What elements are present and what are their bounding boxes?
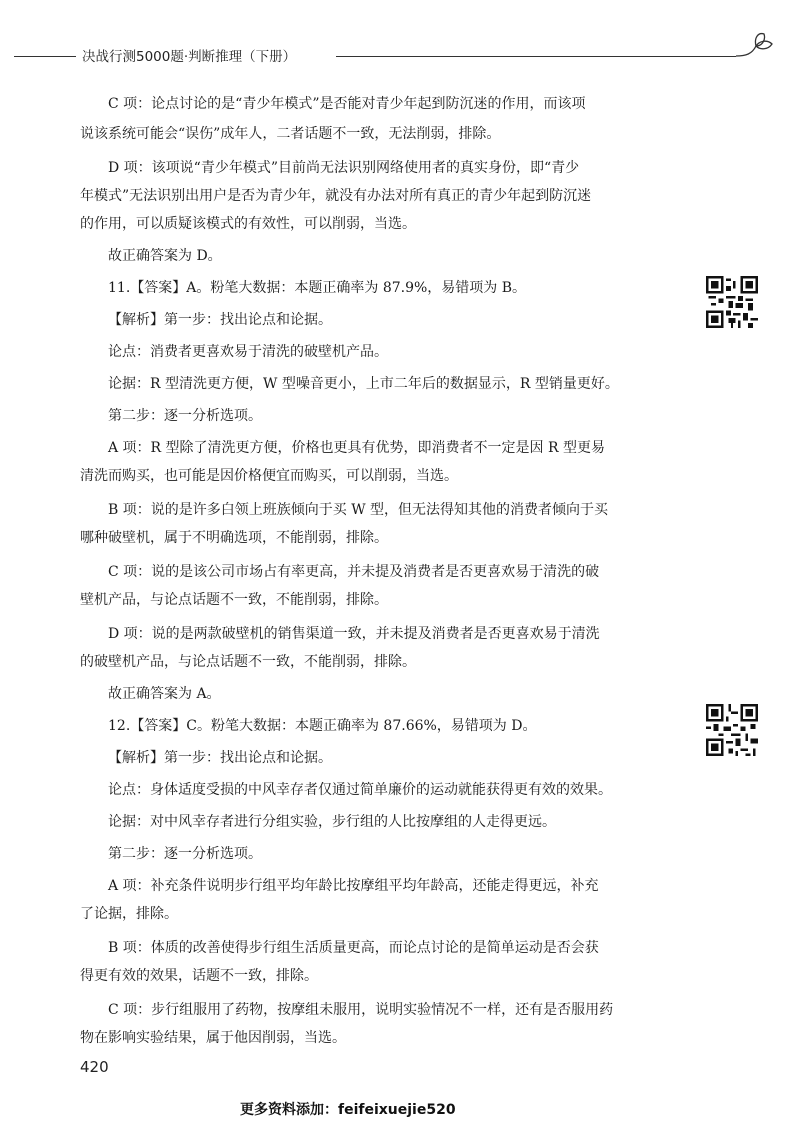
body-line: 论点：身体适度受损的中风幸存者仅通过简单廉价的运动就能获得更有效的效果。: [108, 782, 612, 798]
body-line: D 项：该项说“青少年模式”目前尚无法识别网络使用者的真实身份，即“青少: [108, 160, 580, 176]
book-title: 决战行测5000题·判断推理（下册）: [82, 49, 297, 65]
body-line: 的作用，可以质疑该模式的有效性，可以削弱，当选。: [80, 216, 416, 232]
header-rule-left: [14, 56, 76, 57]
body-line: 哪种破壁机，属于不明确选项，不能削弱，排除。: [80, 530, 388, 546]
body-line: 说该系统可能会“误伤”成年人，二者话题不一致，无法削弱，排除。: [80, 126, 501, 142]
page-number: 420: [80, 1058, 109, 1076]
body-line: C 项：说的是该公司市场占有率更高，并未提及消费者是否更喜欢易于清洗的破: [108, 564, 600, 580]
body-line: 了论据，排除。: [80, 906, 178, 922]
body-line: 论据：R 型清洗更方便，W 型噪音更小，上市二年后的数据显示，R 型销量更好。: [108, 376, 619, 392]
analysis-line: 【解析】第一步：找出论点和论据。: [108, 750, 332, 766]
body-line: 第二步：逐一分析选项。: [108, 408, 262, 424]
body-line: 第二步：逐一分析选项。: [108, 846, 262, 862]
body-line: A 项：补充条件说明步行组平均年龄比按摩组平均年龄高，还能走得更远，补充: [108, 878, 599, 894]
header-rule-right: [336, 56, 736, 57]
body-line: 清洗而购买，也可能是因价格便宜而购买，可以削弱，当选。: [80, 468, 458, 484]
body-line: 故正确答案为 A。: [108, 686, 221, 702]
sprout-icon: [734, 28, 774, 60]
qr-code-icon[interactable]: [706, 704, 758, 756]
body-line: 论点：消费者更喜欢易于清洗的破壁机产品。: [108, 344, 388, 360]
body-line: 论据：对中风幸存者进行分组实验，步行组的人比按摩组的人走得更远。: [108, 814, 556, 830]
footer-note: 更多资料添加：feifeixuejie520: [240, 1102, 456, 1118]
body-line: 的破壁机产品，与论点话题不一致，不能削弱，排除。: [80, 654, 416, 670]
body-line: 物在影响实验结果，属于他因削弱，当选。: [80, 1030, 346, 1046]
answer-line: 12.【答案】C。粉笔大数据：本题正确率为 87.66%，易错项为 D。: [108, 718, 537, 734]
body-line: C 项：步行组服用了药物，按摩组未服用，说明实验情况不一样，还有是否服用药: [108, 1002, 614, 1018]
body-line: 壁机产品，与论点话题不一致，不能削弱，排除。: [80, 592, 388, 608]
answer-line: 11.【答案】A。粉笔大数据：本题正确率为 87.9%，易错项为 B。: [108, 280, 527, 296]
body-line: B 项：说的是许多白领上班族倾向于买 W 型，但无法得知其他的消费者倾向于买: [108, 502, 609, 518]
body-line: C 项：论点讨论的是“青少年模式”是否能对青少年起到防沉迷的作用，而该项: [108, 96, 586, 112]
body-line: D 项：说的是两款破壁机的销售渠道一致，并未提及消费者是否更喜欢易于清洗: [108, 626, 600, 642]
qr-code-icon[interactable]: [706, 276, 758, 328]
body-line: B 项：体质的改善使得步行组生活质量更高，而论点讨论的是简单运动是否会获: [108, 940, 599, 956]
body-line: 故正确答案为 D。: [108, 248, 222, 264]
body-line: 得更有效的效果，话题不一致，排除。: [80, 968, 318, 984]
body-line: 年模式”无法识别出用户是否为青少年，就没有办法对所有真正的青少年起到防沉迷: [80, 188, 592, 204]
analysis-line: 【解析】第一步：找出论点和论据。: [108, 312, 332, 328]
body-line: A 项：R 型除了清洗更方便，价格也更具有优势，即消费者不一定是因 R 型更易: [108, 440, 605, 456]
